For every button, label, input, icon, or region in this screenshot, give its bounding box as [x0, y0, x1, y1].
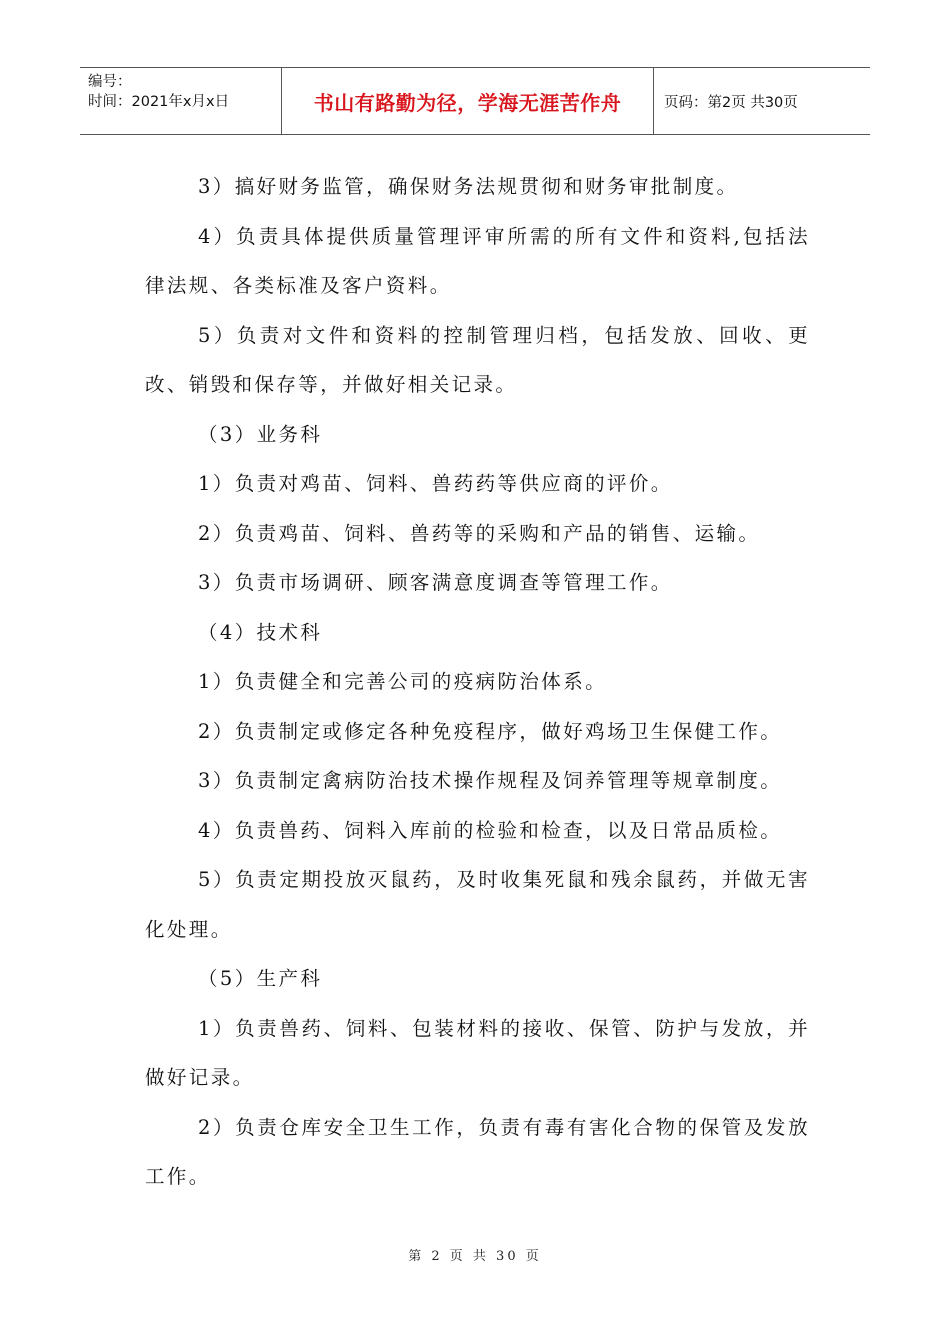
header-motto: 书山有路勤为径，学海无涯苦作舟 [282, 68, 654, 134]
page-header [80, 67, 870, 135]
page-footer: 第 2 页 共 30 页 [408, 1249, 542, 1264]
paragraph: 1）负责对鸡苗、饲料、兽药药等供应商的评价。 [198, 472, 673, 495]
paragraph: 4）负责具体提供质量管理评审所需的所有文件和资料,包括法律法规、各类标准及客户资料。 [145, 224, 810, 297]
paragraph: 2）负责制定或修定各种免疫程序，做好鸡场卫生保健工作。 [198, 719, 783, 743]
document-number-label: 编号： [88, 74, 132, 90]
paragraph: 4）负责兽药、饲料入库前的检验和检查，以及日常品质检。 [198, 818, 783, 842]
paragraph: 3）负责市场调研、顾客满意度调查等管理工作。 [198, 571, 673, 594]
paragraph: 2）负责仓库安全卫生工作，负责有毒有害化合物的保管及发放工作。 [145, 1115, 810, 1188]
paragraph: 1）负责兽药、饲料、包装材料的接收、保管、防护与发放，并做好记录。 [145, 1016, 810, 1089]
section-heading: （3）业务科 [198, 422, 323, 446]
paragraph: 3）搞好财务监管，确保财务法规贯彻和财务审批制度。 [198, 175, 739, 198]
paragraph: 2）负责鸡苗、饲料、兽药等的采购和产品的销售、运输。 [198, 521, 761, 545]
section-heading: （4）技术科 [198, 620, 323, 644]
header-page-info: 页码：第2页 共30页 [664, 94, 798, 111]
paragraph: 3）负责制定禽病防治技术操作规程及饲养管理等规章制度。 [198, 769, 783, 792]
paragraph: 5）负责对文件和资料的控制管理归档，包括发放、回收、更改、销毁和保存等，并做好相关记录。 [145, 323, 810, 396]
paragraph: 1）负责健全和完善公司的疫病防治体系。 [198, 670, 608, 693]
section-heading: （5）生产科 [198, 967, 323, 990]
paragraph: 5）负责定期投放灭鼠药，及时收集死鼠和残余鼠药，并做无害化处理。 [145, 868, 810, 941]
document-time-label: 时间：2021年x月x日 [88, 94, 230, 110]
header-meta-cell [80, 68, 282, 134]
document-body [145, 162, 810, 1202]
